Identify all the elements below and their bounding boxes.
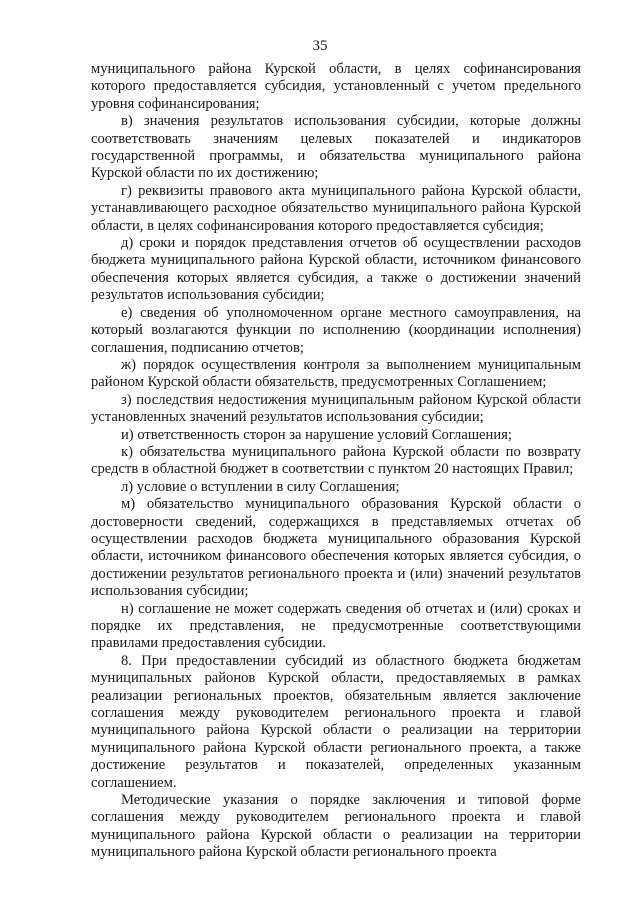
paragraph-item-v: в) значения результатов использования субсидии, которые должны соответствовать значениям целевых показателей и индикаторов государственной программы, и обязательства муниципального района Курской области по их достижению;	[91, 113, 581, 182]
paragraph-item-zh: ж) порядок осуществления контроля за выполнением муниципальным районом Курской области обязательств, предусмотренных Соглашением;	[91, 356, 581, 391]
paragraph-continuation: муниципального района Курской области, в целях софинансирования которого предоставляется субсидия, установленный с учетом предельного уровня софинансирования;	[91, 61, 581, 112]
paragraph-item-e: е) сведения об уполномоченном органе местного самоуправления, на который возлагаются функции по исполнению (координации исполнения) соглашения, подписанию отчетов;	[91, 304, 581, 356]
paragraph-item-z: з) последствия недостижения муниципальным районом Курской области установленных значений результатов использования субсидии;	[91, 391, 581, 426]
paragraph-item-l: л) условие о вступлении в силу Соглашения;	[121, 478, 400, 495]
paragraph-item-n: н) соглашение не может содержать сведения об отчетах и (или) сроках и порядке их представления, не предусмотренные соответствующими правилами предоставления субсидии.	[91, 600, 581, 652]
document-body	[91, 61, 581, 862]
paragraph-item-d: д) сроки и порядок представления отчетов об осуществлении расходов бюджета муниципального района Курской области, источником финансового обеспечения которых является субсидия, а также о достижении значений результатов использования субсидии;	[91, 235, 581, 304]
paragraph-section-8: 8. При предоставлении субсидий из областного бюджета бюджетам муниципальных районов Курской области, предоставляемых в рамках реализации региональных проектов, обязательным является заключение соглашения между руководителем регионального проекта и главой муниципального района Курской области о реализации на территории муниципального района Курской области регионального проекта, а также достижение результатов и показателей, определенных указанным соглашением.	[91, 652, 581, 791]
paragraph-methodical-guidelines: Методические указания о порядке заключения и типовой форме соглашения между руководителем регионального проекта и главой муниципального района Курской области о реализации на территории муниципального района Курской области регионального проекта	[91, 792, 581, 861]
page-number: 35	[312, 38, 328, 54]
paragraph-item-g: г) реквизиты правового акта муниципального района Курской области, устанавливающего расходное обязательство муниципального района Курской области, в целях софинансирования которого предоставляется субсидия;	[91, 182, 581, 234]
paragraph-item-i: и) ответственность сторон за нарушение условий Соглашения;	[121, 426, 512, 443]
paragraph-item-m: м) обязательство муниципального образования Курской области о достоверности сведений, содержащихся в представляемых отчетах об осуществлении расходов бюджета муниципального образования Курской области, источником финансового обеспечения которых является субсидия, о достижении результатов регионального проекта и (или) значений результатов использования субсидии;	[91, 496, 581, 600]
paragraph-item-k: к) обязательства муниципального района Курской области по возврату средств в областной бюджет в соответствии с пунктом 20 настоящих Правил;	[91, 443, 581, 478]
